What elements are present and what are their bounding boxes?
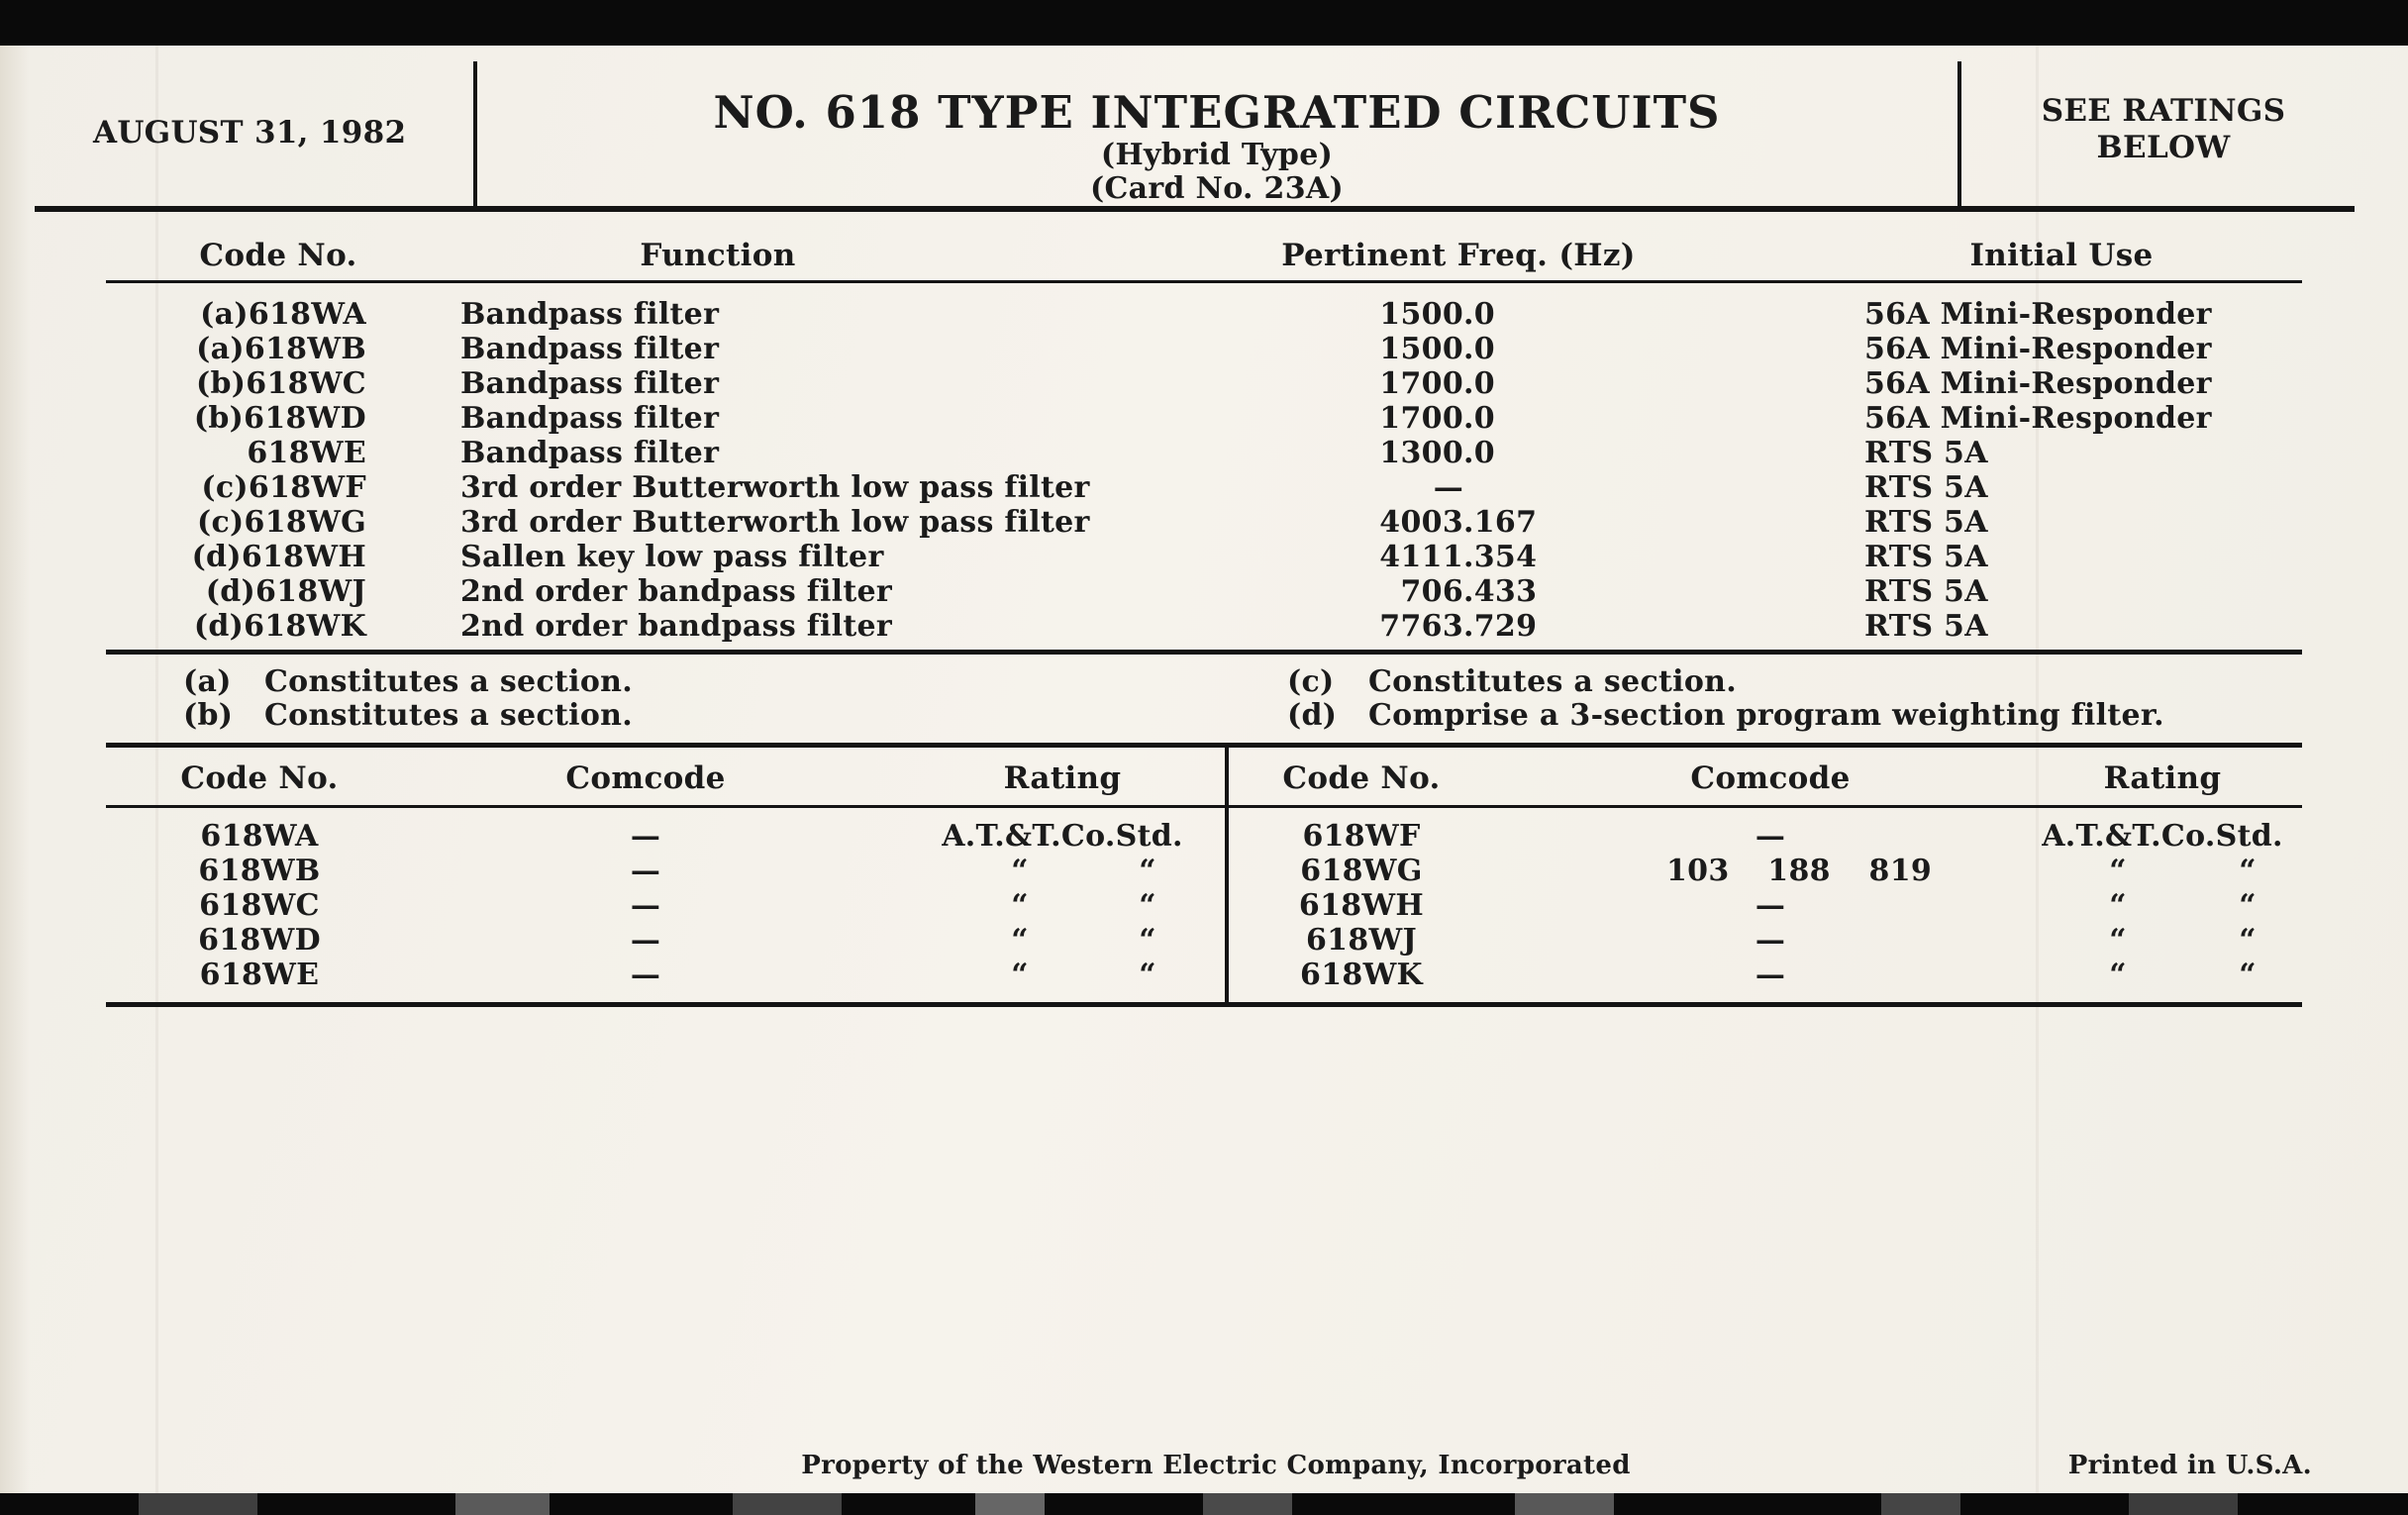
cell-function: Bandpass filter xyxy=(460,436,720,470)
cell-code-no: 618WJ xyxy=(1305,923,1417,958)
cell-rating-ditto-right: “ xyxy=(2239,888,2257,923)
cell-rating-ditto-left: “ xyxy=(2109,854,2127,888)
ratings-right-body xyxy=(1227,819,2302,992)
cell-code-no: 618WG xyxy=(1300,854,1423,888)
column-header-function: Function xyxy=(640,238,796,273)
circuit-row xyxy=(106,297,2302,332)
cell-function: 2nd order bandpass filter xyxy=(460,609,893,644)
scan-artifact-segment xyxy=(1203,1493,1292,1515)
cell-freq-fraction: .0 xyxy=(1463,401,1495,436)
column-header-initial-use: Initial Use xyxy=(1969,238,2154,273)
cell-code-no: (b)618WD xyxy=(193,401,366,436)
footnote xyxy=(1287,699,2164,733)
circuits-table-header xyxy=(106,236,2302,275)
circuit-row xyxy=(106,470,2302,505)
cell-comcode: — xyxy=(1755,958,1786,992)
circuit-row xyxy=(106,332,2302,366)
footnote xyxy=(183,665,633,699)
scan-artifact-segment xyxy=(733,1493,842,1515)
footnote-text: Constitutes a section. xyxy=(1368,664,1738,699)
scan-artifact-segment xyxy=(975,1493,1045,1515)
cell-comcode: 103 188 819 xyxy=(1666,854,1933,888)
cell-freq-fraction: .729 xyxy=(1463,609,1538,644)
scan-artifact-segment xyxy=(1881,1493,1960,1515)
header-divider-right xyxy=(1957,61,1961,206)
circuit-row xyxy=(106,401,2302,436)
cell-rating-ditto-left: “ xyxy=(1011,923,1029,958)
cell-rating-ditto-right: “ xyxy=(1139,888,1156,923)
rating-row xyxy=(1227,854,2302,888)
cell-code-no: 618WH xyxy=(1298,888,1425,923)
cell-code-no: 618WB xyxy=(198,854,321,888)
cell-comcode: — xyxy=(1755,819,1786,854)
column-header-code-no: Code No. xyxy=(199,238,357,273)
cell-code-no: (a)618WA xyxy=(200,297,366,332)
cell-freq-fraction: .354 xyxy=(1463,540,1538,574)
cell-freq-fraction: .0 xyxy=(1463,436,1495,470)
see-ratings-line1: SEE RATINGS xyxy=(2041,93,2286,129)
cell-rating-ditto-left: “ xyxy=(1011,854,1029,888)
cell-rating: A.T.&T.Co.Std. xyxy=(942,819,1183,854)
cell-rating-ditto-right: “ xyxy=(2239,923,2257,958)
scan-artifact-bottom-bar xyxy=(0,1493,2408,1515)
cell-initial-use: 56A Mini-Responder xyxy=(1864,332,2212,366)
cell-comcode: — xyxy=(630,923,661,958)
document-title: NO. 618 TYPE INTEGRATED CIRCUITS xyxy=(713,86,1721,139)
cell-code-no: (a)618WB xyxy=(196,332,366,366)
scan-artifact-segment xyxy=(1515,1493,1614,1515)
cell-code-no: (d)618WH xyxy=(191,540,366,574)
rating-row xyxy=(1227,819,2302,854)
cell-function: 3rd order Butterworth low pass filter xyxy=(460,505,1090,540)
printed-in-usa: Printed in U.S.A. xyxy=(2067,1451,2312,1480)
cell-freq-integer: 1300 xyxy=(1379,436,1463,470)
document-date: AUGUST 31, 1982 xyxy=(93,115,407,151)
cell-freq-integer: 7763 xyxy=(1379,609,1463,644)
cell-rating-ditto-right: “ xyxy=(2239,958,2257,992)
circuits-table-body xyxy=(106,297,2302,644)
cell-code-no: 618WE xyxy=(247,436,366,470)
ratings-left-header-comcode: Comcode xyxy=(565,760,726,796)
scan-artifact-segment xyxy=(139,1493,257,1515)
cell-code-no: 618WF xyxy=(1302,819,1421,854)
footnote-marker: (d) xyxy=(1287,698,1338,733)
cell-rating-ditto-left: “ xyxy=(1011,958,1029,992)
cell-rating-ditto-left: “ xyxy=(2109,923,2127,958)
cell-rating-ditto-left: “ xyxy=(2109,958,2127,992)
document-subtitle-type: (Hybrid Type) xyxy=(1100,138,1334,172)
rating-row xyxy=(106,958,1227,992)
cell-freq-fraction: .0 xyxy=(1463,332,1495,366)
rating-row xyxy=(106,819,1227,854)
cell-freq-fraction: .0 xyxy=(1463,297,1495,332)
ratings-left-header-rating: Rating xyxy=(1003,760,1122,796)
cell-rating-ditto-right: “ xyxy=(1139,958,1156,992)
cell-comcode: — xyxy=(630,958,661,992)
rating-row xyxy=(1227,888,2302,923)
document-subtitle-card: (Card No. 23A) xyxy=(1090,171,1344,206)
cell-code-no: 618WE xyxy=(199,958,320,992)
cell-function: Bandpass filter xyxy=(460,401,720,436)
circuit-row xyxy=(106,505,2302,540)
cell-code-no: (b)618WC xyxy=(196,366,366,401)
cell-comcode: — xyxy=(630,888,661,923)
paper-left-edge-shading xyxy=(0,46,30,1493)
footnote xyxy=(1287,665,2164,699)
scan-artifact-segment xyxy=(455,1493,550,1515)
rating-row xyxy=(1227,923,2302,958)
see-ratings-note xyxy=(1970,93,2357,166)
cell-comcode: — xyxy=(1755,888,1786,923)
cell-rating-ditto-left: “ xyxy=(2109,888,2127,923)
cell-function: Bandpass filter xyxy=(460,366,720,401)
cell-function: Bandpass filter xyxy=(460,297,720,332)
circuit-row xyxy=(106,540,2302,574)
cell-code-no: (c)618WG xyxy=(197,505,366,540)
cell-freq-fraction: .167 xyxy=(1463,505,1538,540)
ratings-table-left xyxy=(106,758,1227,1004)
ratings-right-header-rating: Rating xyxy=(2103,760,2222,796)
scan-artifact-segment xyxy=(2129,1493,2238,1515)
cell-comcode: — xyxy=(630,854,661,888)
cell-freq-integer: — xyxy=(1433,470,1463,505)
cell-code-no: (d)618WJ xyxy=(205,574,366,609)
cell-freq-integer: 1700 xyxy=(1379,366,1463,401)
rating-row xyxy=(1227,958,2302,992)
cell-rating-ditto-left: “ xyxy=(1011,888,1029,923)
footnote-marker: (b) xyxy=(183,698,234,733)
cell-code-no: 618WD xyxy=(198,923,321,958)
cell-rating-ditto-right: “ xyxy=(1139,854,1156,888)
cell-code-no: 618WC xyxy=(199,888,320,923)
cell-function: Sallen key low pass filter xyxy=(460,540,884,574)
ratings-left-body xyxy=(106,819,1227,992)
footnotes-left-column xyxy=(183,665,633,733)
cell-initial-use: 56A Mini-Responder xyxy=(1864,366,2212,401)
cell-initial-use: RTS 5A xyxy=(1864,609,1988,644)
cell-function: 2nd order bandpass filter xyxy=(460,574,893,609)
cell-comcode: — xyxy=(630,819,661,854)
circuit-row xyxy=(106,609,2302,644)
cell-initial-use: 56A Mini-Responder xyxy=(1864,297,2212,332)
cell-code-no: (d)618WK xyxy=(193,609,366,644)
cell-initial-use: RTS 5A xyxy=(1864,505,1988,540)
ratings-right-header-comcode: Comcode xyxy=(1690,760,1851,796)
see-ratings-line2: BELOW xyxy=(2096,130,2231,165)
cell-freq-integer: 1500 xyxy=(1379,297,1463,332)
footnotes-bottom-rule xyxy=(106,743,2302,748)
cell-function: Bandpass filter xyxy=(460,332,720,366)
cell-freq-fraction: .0 xyxy=(1463,366,1495,401)
ratings-right-header-code: Code No. xyxy=(1282,760,1441,796)
footnote xyxy=(183,699,633,733)
cell-comcode: — xyxy=(1755,923,1786,958)
ratings-table-right xyxy=(1227,758,2302,1004)
footnotes-right-column xyxy=(1287,665,2164,733)
main-table-bottom-rule xyxy=(106,650,2302,655)
cell-freq-integer: 1500 xyxy=(1379,332,1463,366)
cell-function: 3rd order Butterworth low pass filter xyxy=(460,470,1090,505)
rating-row xyxy=(106,923,1227,958)
cell-freq-integer: 4003 xyxy=(1379,505,1463,540)
rating-row xyxy=(106,854,1227,888)
rating-row xyxy=(106,888,1227,923)
circuit-row xyxy=(106,366,2302,401)
cell-rating-ditto-right: “ xyxy=(2239,854,2257,888)
cell-initial-use: RTS 5A xyxy=(1864,470,1988,505)
cell-initial-use: RTS 5A xyxy=(1864,540,1988,574)
footnote-marker: (a) xyxy=(183,664,232,699)
footnote-text: Constitutes a section. xyxy=(264,698,634,733)
ratings-left-header-code: Code No. xyxy=(180,760,339,796)
cell-code-no: 618WK xyxy=(1300,958,1423,992)
cell-freq-integer: 1700 xyxy=(1379,401,1463,436)
cell-freq-fraction: .433 xyxy=(1463,574,1538,609)
title-block xyxy=(477,87,1956,206)
main-table-header-rule xyxy=(106,280,2302,283)
column-header-pertinent-freq: Pertinent Freq. (Hz) xyxy=(1281,238,1636,273)
cell-freq-integer: 4111 xyxy=(1379,540,1463,574)
cell-initial-use: RTS 5A xyxy=(1864,436,1988,470)
footnote-text: Comprise a 3-section program weighting filter. xyxy=(1368,698,2164,733)
scan-artifact-top-bar xyxy=(0,0,2408,46)
cell-code-no: 618WA xyxy=(200,819,319,854)
cell-rating-ditto-right: “ xyxy=(1139,923,1156,958)
property-notice: Property of the Western Electric Company, Incorporated xyxy=(801,1451,1631,1480)
footnote-text: Constitutes a section. xyxy=(264,664,634,699)
cell-freq-integer: 706 xyxy=(1400,574,1463,609)
cell-initial-use: RTS 5A xyxy=(1864,574,1988,609)
circuit-row xyxy=(106,436,2302,470)
cell-code-no: (c)618WF xyxy=(201,470,366,505)
header-rule xyxy=(35,206,2355,212)
cell-initial-use: 56A Mini-Responder xyxy=(1864,401,2212,436)
footnote-marker: (c) xyxy=(1287,664,1335,699)
cell-rating: A.T.&T.Co.Std. xyxy=(2042,819,2283,854)
circuit-row xyxy=(106,574,2302,609)
